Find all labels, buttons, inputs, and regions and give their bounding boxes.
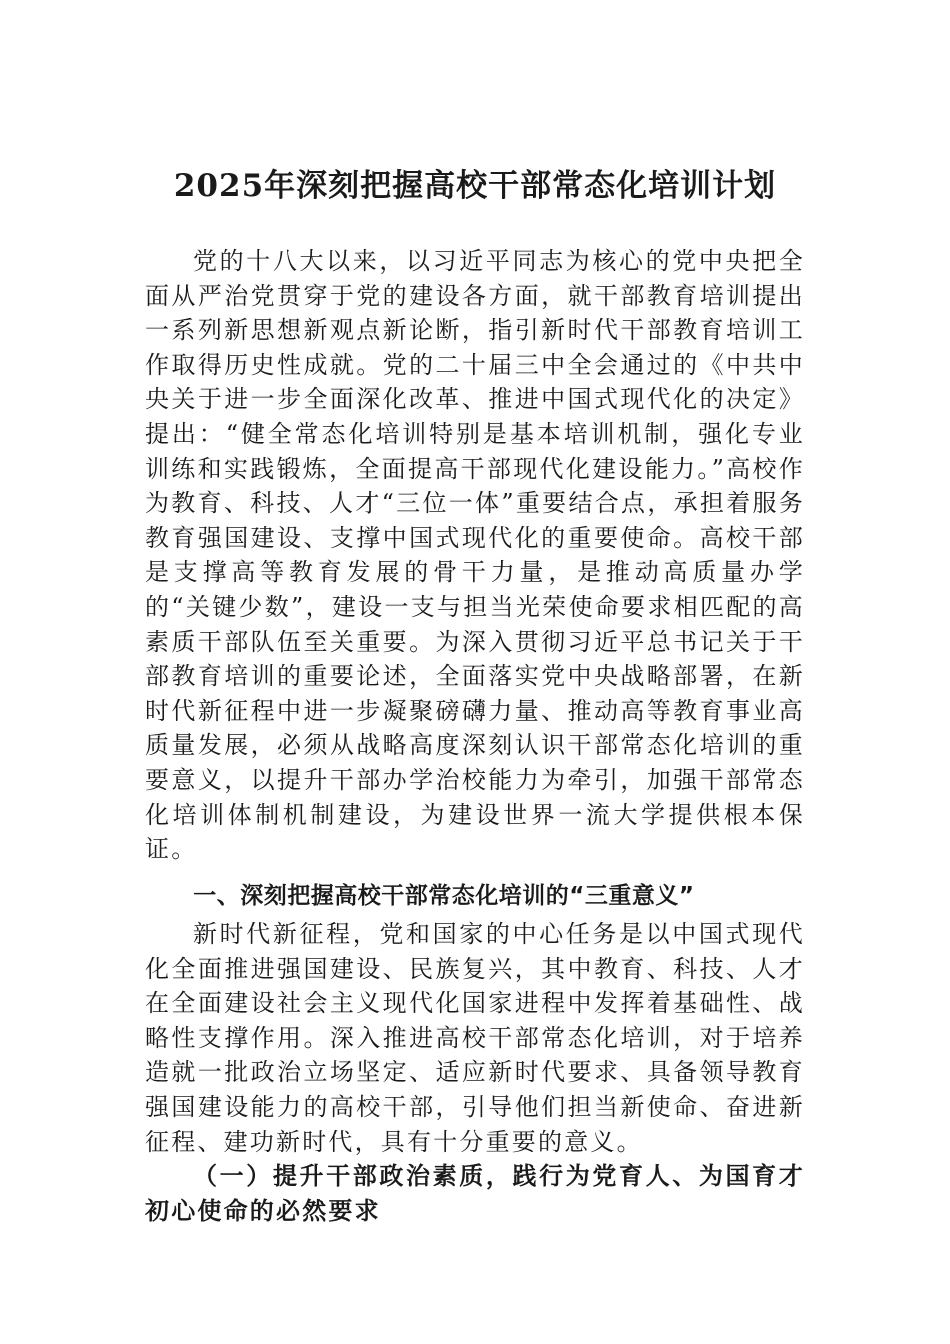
document-title: 2025年深刻把握高校干部常态化培训计划	[173, 168, 777, 204]
section-heading: 一、深刻把握高校干部常态化培训的“三重意义”	[193, 883, 695, 909]
body-paragraph: 新时代新征程，党和国家的中心任务是以中国式现代化全面推进强国建设、民族复兴，其中教育、科技、人才在全面建设社会主义现代化国家进程中发挥着基础性、战略性支撑作用。深入推进高校干部常态化培训，对于培养造就一批政治立场坚定、适应新时代要求、具备领导教育强国建设能力的高校干部，引导他们担当新使命、奋进新征程、建功新时代，具有十分重要的意义。	[145, 920, 805, 1156]
body-paragraph: 党的十八大以来，以习近平同志为核心的党中央把全面从严治党贯穿于党的建设各方面，就干部教育培训提出一系列新思想新观点新论断，指引新时代干部教育培训工作取得历史性成就。党的二十届三中全会通过的《中共中央关于进一步全面深化改革、推进中国式现代化的决定》提出：“健全常态化培训特别是基本培训机制，强化专业训练和实践锻炼，全面提高干部现代化建设能力。”高校作为教育、科技、人才“三位一体”重要结合点，承担着服务教育强国建设、支撑中国式现代化的重要使命。高校干部是支撑高等教育发展的骨干力量，是推动高质量办学的“关键少数”，建设一支与担当光荣使命要求相匹配的高素质干部队伍至关重要。为深入贯彻习近平总书记关于干部教育培训的重要论述，全面落实党中央战略部署，在新时代新征程中进一步凝聚磅礴力量、推动高等教育事业高质量发展，必须从战略高度深刻认识干部常态化培训的重要意义，以提升干部办学治校能力为牵引，加强干部常态化培训体制机制建设，为建设世界一流大学提供根本保证。	[145, 247, 805, 864]
subsection-heading: （一）提升干部政治素质，践行为党育人、为国育才初心使命的必然要求	[145, 1161, 805, 1225]
